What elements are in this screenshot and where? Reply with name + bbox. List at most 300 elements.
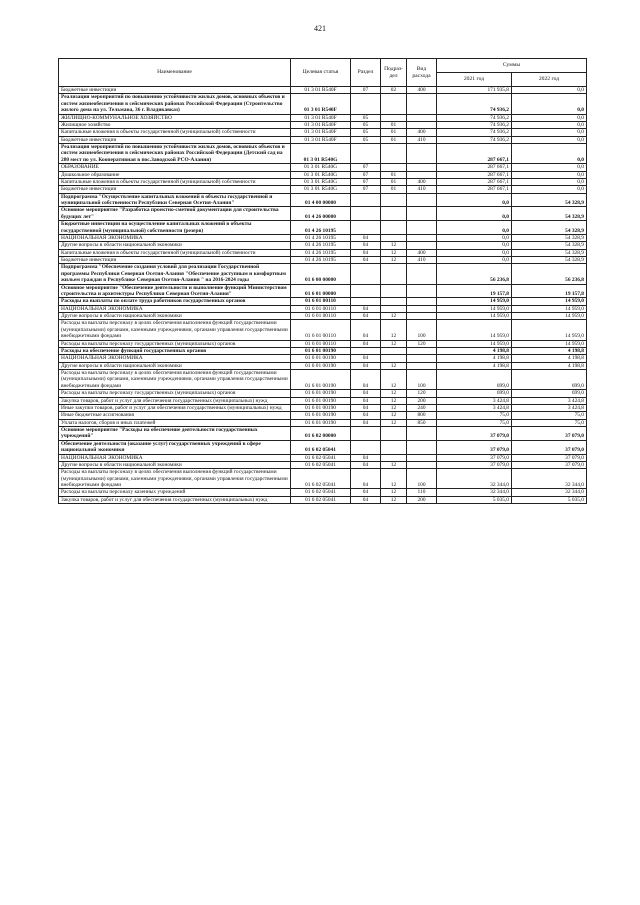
cell-v21: 0,0 [437,207,512,221]
table-row [59,298,587,305]
cell-code: 01 3 01 R540G [291,171,351,178]
cell-name: Бюджетные инвестиции [59,136,291,143]
cell-v22: 14 959,0 [512,298,587,305]
cell-vid: 410 [407,186,437,193]
cell-v22: 32 344,0 [512,489,587,496]
cell-v22: 0,0 [512,129,587,136]
cell-v21: 3 424,8 [437,397,512,404]
cell-sec: 07 [351,171,381,178]
cell-v22: 14 959,0 [512,305,587,312]
cell-vid: 800 [407,412,437,419]
table-row [59,178,587,185]
cell-sub [381,264,407,284]
cell-v22: 4 198,8 [512,347,587,354]
table-row [59,136,587,143]
cell-vid: 200 [407,397,437,404]
cell-sub [381,94,407,114]
cell-sec [351,207,381,221]
cell-name: Подпрограмма "Осуществление капитальных вложений в объекты государственной и муниципальной собственности Республики Северная Осетия-Алания" [59,193,291,207]
cell-name: Капитальные вложения в объекты государственной (муниципальной) собственности [59,249,291,256]
cell-code: 01 6 01 00110 [291,340,351,347]
cell-vid [407,144,437,164]
cell-sub: 12 [381,340,407,347]
header-2021: 2021 год [437,73,512,87]
cell-sub: 12 [381,249,407,256]
table-row [59,284,587,298]
cell-v21: 75,0 [437,412,512,419]
cell-vid [407,362,437,369]
cell-name: Основное мероприятие "Разработка проектно-сметной документации для строительства будущих лет" [59,207,291,221]
cell-name: Основное мероприятие "Расходы на обеспечение деятельности государственных учреждений" [59,427,291,441]
cell-sec [351,347,381,354]
cell-code: 01 6 01 00110 [291,313,351,320]
cell-v21: 14 959,0 [437,313,512,320]
cell-v21: 0,0 [437,257,512,264]
cell-sub: 12 [381,404,407,411]
cell-v22: 56 236,8 [512,264,587,284]
cell-sub: 12 [381,489,407,496]
header-section: Раздел [351,59,381,87]
cell-v22: 37 079,0 [512,440,587,454]
cell-vid: 120 [407,340,437,347]
cell-vid [407,207,437,221]
cell-v22: 699,0 [512,370,587,390]
cell-name: Основное мероприятие "Обеспечение деятельности и выполнение функций Министерством строительства и архитектуры Республики Северная Осетия-Алания" [59,284,291,298]
cell-code: 01 3 01 R540F [291,87,351,94]
table-row [59,397,587,404]
cell-code: 01 6 01 00190 [291,355,351,362]
cell-v21: 4 198,8 [437,362,512,369]
cell-code: 01 6 01 00190 [291,412,351,419]
table-row [59,234,587,241]
table-row [59,94,587,114]
cell-sec: 04 [351,404,381,411]
cell-sub [381,144,407,164]
cell-name: Иные закупки товаров, работ и услуг для обеспечения государственных (муниципальных) нужд [59,404,291,411]
cell-code: 01 6 02 05041 [291,440,351,454]
cell-v21: 74 936,2 [437,121,512,128]
cell-v21: 699,0 [437,370,512,390]
table-row [59,489,587,496]
cell-name: ЖИЛИЩНО-КОММУНАЛЬНОЕ ХОЗЯЙСТВО [59,114,291,121]
cell-sec [351,298,381,305]
cell-code: 01 6 01 00110 [291,320,351,340]
cell-sub [381,454,407,461]
cell-vid [407,264,437,284]
cell-sub: 01 [381,129,407,136]
cell-sub: 01 [381,121,407,128]
cell-code: 01 6 01 00190 [291,397,351,404]
cell-sec: 04 [351,362,381,369]
cell-vid: 100 [407,370,437,390]
cell-code: 01 4 26 10195 [291,234,351,241]
cell-sec: 04 [351,454,381,461]
cell-v21: 75,0 [437,419,512,426]
cell-sec [351,221,381,235]
cell-v22: 54 328,9 [512,207,587,221]
cell-code: 01 6 02 05041 [291,489,351,496]
cell-v21: 32 344,0 [437,469,512,489]
cell-v21: 74 936,2 [437,114,512,121]
cell-v21: 699,0 [437,390,512,397]
cell-code: 01 3 01 R540F [291,114,351,121]
cell-v21: 0,0 [437,193,512,207]
cell-code: 01 3 01 R540F [291,136,351,143]
cell-v22: 14 959,0 [512,320,587,340]
cell-sec: 04 [351,419,381,426]
cell-v21: 19 157,8 [437,284,512,298]
cell-code: 01 6 01 00190 [291,362,351,369]
cell-v21: 56 236,8 [437,264,512,284]
cell-v21: 14 959,0 [437,340,512,347]
cell-name: НАЦИОНАЛЬНАЯ ЭКОНОМИКА [59,355,291,362]
cell-sec: 05 [351,129,381,136]
cell-code: 01 4 26 10195 [291,242,351,249]
cell-name: Дошкольное образование [59,171,291,178]
cell-sub: 12 [381,397,407,404]
cell-code: 01 6 01 00190 [291,370,351,390]
cell-sub: 12 [381,320,407,340]
cell-v21: 287 667,1 [437,171,512,178]
header-code: Целевая статья [291,59,351,87]
cell-vid [407,454,437,461]
cell-vid: 100 [407,320,437,340]
table-row [59,207,587,221]
cell-vid [407,313,437,320]
cell-v22: 37 079,0 [512,454,587,461]
cell-name: Обеспечение деятельности (оказание услуг) государственных учреждений в сфере национальной экономики [59,440,291,454]
cell-sec: 04 [351,370,381,390]
cell-v21: 14 959,0 [437,298,512,305]
cell-v21: 37 079,0 [437,461,512,468]
table-row [59,427,587,441]
cell-sub [381,234,407,241]
cell-vid: 410 [407,136,437,143]
cell-v21: 37 079,0 [437,454,512,461]
cell-sub [381,347,407,354]
cell-v22: 0,0 [512,186,587,193]
header-subsection: Подраз-дел [381,59,407,87]
cell-v22: 0,0 [512,164,587,171]
cell-vid [407,234,437,241]
table-row [59,412,587,419]
cell-sec: 04 [351,249,381,256]
cell-v22: 0,0 [512,178,587,185]
table-row [59,313,587,320]
cell-v22: 54 328,9 [512,234,587,241]
cell-v22: 0,0 [512,94,587,114]
cell-vid: 100 [407,469,437,489]
cell-code: 01 3 01 R540F [291,129,351,136]
cell-v22: 54 328,9 [512,221,587,235]
table-row [59,249,587,256]
table-row [59,496,587,503]
cell-vid [407,171,437,178]
cell-vid [407,355,437,362]
cell-name: Бюджетные инвестиции [59,87,291,94]
cell-sub: 12 [381,390,407,397]
cell-name: Другие вопросы в области национальной экономики [59,461,291,468]
table-row [59,242,587,249]
cell-sub: 01 [381,171,407,178]
cell-code: 01 3 01 R540G [291,164,351,171]
cell-sub: 01 [381,178,407,185]
cell-v21: 37 079,0 [437,440,512,454]
cell-sub: 12 [381,362,407,369]
cell-sub [381,207,407,221]
cell-code: 01 6 01 00190 [291,390,351,397]
cell-sec: 04 [351,397,381,404]
table-row [59,257,587,264]
cell-name: Иные бюджетные ассигнования [59,412,291,419]
cell-v21: 287 667,1 [437,164,512,171]
cell-sec: 07 [351,186,381,193]
cell-v22: 32 344,0 [512,469,587,489]
table-row [59,469,587,489]
cell-vid [407,284,437,298]
cell-sub: 12 [381,313,407,320]
cell-sub [381,193,407,207]
cell-vid [407,164,437,171]
cell-v21: 0,0 [437,242,512,249]
cell-sub [381,114,407,121]
cell-vid: 400 [407,249,437,256]
table-row [59,355,587,362]
cell-sec: 04 [351,320,381,340]
cell-vid: 400 [407,87,437,94]
cell-v22: 14 959,0 [512,313,587,320]
cell-v22: 0,0 [512,171,587,178]
cell-name: ОБРАЗОВАНИЕ [59,164,291,171]
cell-code: 01 6 01 00190 [291,404,351,411]
cell-name: НАЦИОНАЛЬНАЯ ЭКОНОМИКА [59,234,291,241]
cell-v21: 32 344,0 [437,489,512,496]
table-row [59,370,587,390]
cell-sec: 04 [351,355,381,362]
cell-vid [407,440,437,454]
cell-sec [351,144,381,164]
cell-vid [407,114,437,121]
table-row [59,305,587,312]
cell-v21: 74 936,2 [437,129,512,136]
cell-sub: 01 [381,136,407,143]
table-row [59,340,587,347]
table-row [59,362,587,369]
cell-vid: 410 [407,257,437,264]
table-row [59,186,587,193]
cell-vid: 400 [407,178,437,185]
cell-sec: 04 [351,469,381,489]
cell-v22: 0,0 [512,114,587,121]
table-row [59,221,587,235]
cell-vid [407,221,437,235]
cell-vid [407,193,437,207]
cell-v22: 54 328,9 [512,257,587,264]
cell-sub [381,221,407,235]
cell-sec: 07 [351,164,381,171]
cell-code: 01 6 01 00190 [291,347,351,354]
cell-code: 01 6 01 00000 [291,284,351,298]
cell-code: 01 3 01 R540G [291,178,351,185]
cell-sub [381,355,407,362]
cell-vid: 850 [407,419,437,426]
cell-name: Расходы на выплаты персоналу казенных учреждений [59,489,291,496]
cell-vid [407,94,437,114]
cell-v21: 4 198,8 [437,347,512,354]
cell-v21: 4 198,8 [437,355,512,362]
cell-sec: 04 [351,257,381,264]
table-row [59,461,587,468]
cell-name: Капитальные вложения в объекты государственной (муниципальной) собственности [59,178,291,185]
cell-code: 01 6 01 00110 [291,305,351,312]
cell-v22: 4 198,8 [512,355,587,362]
table-row [59,419,587,426]
cell-code: 01 3 01 R540G [291,186,351,193]
cell-name: НАЦИОНАЛЬНАЯ ЭКОНОМИКА [59,454,291,461]
cell-code: 01 6 02 05041 [291,454,351,461]
table-row [59,404,587,411]
cell-name: Закупка товаров, работ и услуг для обеспечения государственных (муниципальных) нужд [59,496,291,503]
cell-code: 01 6 02 00000 [291,427,351,441]
cell-v21: 3 424,8 [437,404,512,411]
cell-v22: 37 079,0 [512,461,587,468]
cell-sec: 04 [351,412,381,419]
table-row [59,390,587,397]
cell-sub: 12 [381,257,407,264]
table-row [59,87,587,94]
cell-sec: 04 [351,234,381,241]
cell-sec [351,440,381,454]
cell-name: Бюджетные инвестиции на осуществление капитальных вложений в объекты государственной (муниципальной) собственности (резерв) [59,221,291,235]
cell-v22: 14 959,0 [512,340,587,347]
cell-v22: 4 198,8 [512,362,587,369]
cell-v21: 287 667,1 [437,144,512,164]
cell-sec [351,193,381,207]
cell-v22: 54 328,9 [512,193,587,207]
cell-name: Расходы на выплаты персоналу государственных (муниципальных) органов [59,390,291,397]
table-row [59,144,587,164]
cell-name: Жилищное хозяйство [59,121,291,128]
cell-name: Другие вопросы в области национальной экономики [59,313,291,320]
cell-v22: 5 035,0 [512,496,587,503]
cell-sub [381,284,407,298]
cell-sec: 07 [351,178,381,185]
budget-table [58,58,587,504]
cell-v22: 19 157,8 [512,284,587,298]
cell-code: 01 6 02 05041 [291,461,351,468]
cell-v22: 0,0 [512,121,587,128]
cell-vid [407,121,437,128]
cell-code: 01 3 01 R540F [291,94,351,114]
cell-sub: 02 [381,87,407,94]
cell-code: 01 6 01 00190 [291,419,351,426]
cell-v22: 54 328,9 [512,249,587,256]
header-2022: 2022 год [512,73,587,87]
cell-v22: 3 424,8 [512,397,587,404]
cell-vid [407,427,437,441]
cell-v21: 0,0 [437,221,512,235]
cell-code: 01 4 26 10195 [291,249,351,256]
cell-sec: 05 [351,121,381,128]
cell-v21: 287 667,1 [437,186,512,193]
cell-sec [351,284,381,298]
cell-v22: 699,0 [512,390,587,397]
cell-name: Расходы на выплаты персоналу в целях обеспечения выполнения функций государственными (муниципальными) органами, казенными учреждениями, органами управления государственными внебюджетными фондами [59,320,291,340]
cell-vid: 400 [407,129,437,136]
cell-name: Другие вопросы в области национальной экономики [59,362,291,369]
cell-code: 01 3 01 R540F [291,121,351,128]
cell-sub: 12 [381,469,407,489]
cell-name: Расходы на выплаты персоналу в целях обеспечения выполнения функций государственными (муниципальными) органами, казенными учреждениями, органами управления государственными внебюджетными фондами [59,370,291,390]
cell-code: 01 4 26 10195 [291,221,351,235]
cell-v22: 0,0 [512,136,587,143]
table-row [59,440,587,454]
cell-v21: 74 936,2 [437,94,512,114]
cell-sub [381,427,407,441]
table-row [59,121,587,128]
table-row [59,320,587,340]
table-row [59,129,587,136]
cell-v21: 0,0 [437,234,512,241]
cell-name: Другие вопросы в области национальной экономики [59,242,291,249]
cell-code: 01 3 01 R540G [291,144,351,164]
cell-code: 01 6 00 00000 [291,264,351,284]
cell-code: 01 6 02 05041 [291,469,351,489]
cell-vid: 110 [407,489,437,496]
cell-sec: 04 [351,489,381,496]
table-row [59,193,587,207]
cell-sub: 01 [381,186,407,193]
cell-v22: 0,0 [512,87,587,94]
cell-sub: 12 [381,370,407,390]
cell-v22: 37 079,0 [512,427,587,441]
cell-sub: 12 [381,419,407,426]
cell-sec: 04 [351,305,381,312]
cell-code: 01 4 26 00000 [291,207,351,221]
cell-v22: 75,0 [512,412,587,419]
cell-sub: 12 [381,496,407,503]
cell-sub: 12 [381,242,407,249]
cell-code: 01 4 00 00000 [291,193,351,207]
cell-v22: 75,0 [512,419,587,426]
cell-vid [407,242,437,249]
cell-vid: 240 [407,404,437,411]
cell-name: Реализация мероприятий по повышению устойчивости жилых домов, основных объектов и систем жизнеобеспечения в сейсмических районах Российской Федерации (Детский сад на 280 мест по ул. Кооперативная в пос.Заводской РСО-Алания) [59,144,291,164]
table-row [59,347,587,354]
cell-sec: 04 [351,390,381,397]
cell-name: Расходы на обеспечение функций государственных органов [59,347,291,354]
cell-vid [407,347,437,354]
cell-name: Уплата налогов, сборов и иных платежей [59,419,291,426]
cell-name: Закупка товаров, работ и услуг для обеспечения государственных (муниципальных) нужд [59,397,291,404]
cell-v21: 0,0 [437,249,512,256]
cell-v22: 54 328,9 [512,242,587,249]
cell-vid [407,461,437,468]
cell-name: Бюджетные инвестиции [59,186,291,193]
table-row [59,114,587,121]
cell-sub [381,298,407,305]
cell-name: Капитальные вложения в объекты государственной (муниципальной) собственности [59,129,291,136]
cell-sec: 05 [351,114,381,121]
cell-v21: 37 079,0 [437,427,512,441]
cell-sec: 04 [351,461,381,468]
header-vid: Вид расхода [407,59,437,87]
header-name: Наименование [59,59,291,87]
cell-sec: 07 [351,87,381,94]
cell-vid: 200 [407,496,437,503]
cell-code: 01 6 01 00110 [291,298,351,305]
cell-name: Расходы на выплаты по оплате труда работников государственных органов [59,298,291,305]
